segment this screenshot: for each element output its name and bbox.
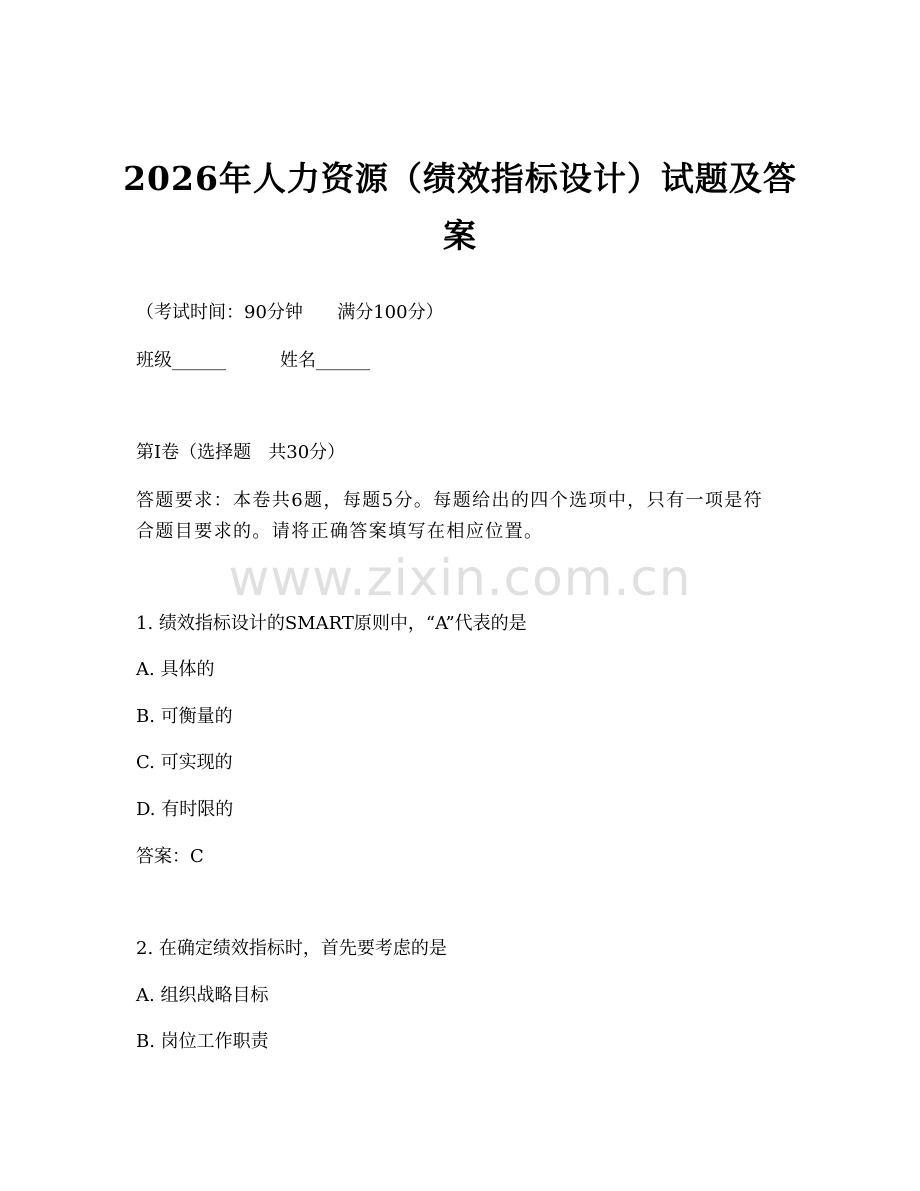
document-title: 2026年人力资源（绩效指标设计）试题及答案: [123, 159, 797, 255]
exam-info: （考试时间：90分钟 满分100分）: [136, 302, 444, 323]
question-1-answer: 答案：C: [136, 846, 204, 867]
question-1-option-b: B. 可衡量的: [136, 706, 233, 727]
question-2-stem: 2. 在确定绩效指标时，首先要考虑的是: [136, 938, 447, 959]
instructions: 答题要求：本卷共6题，每题5分。每题给出的四个选项中，只有一项是符合题目要求的。请将正确答案填写在相应位置。: [136, 490, 764, 542]
question-2-option-b: B. 岗位工作职责: [136, 1031, 269, 1052]
class-field: 班级______: [136, 350, 226, 371]
watermark: www.zixin.com.cn: [228, 549, 692, 607]
name-field: 姓名______: [280, 350, 370, 371]
question-1-option-d: D. 有时限的: [136, 799, 234, 820]
question-2-option-a: A. 组织战略目标: [136, 985, 269, 1006]
question-1-stem: 1. 绩效指标设计的SMART原则中，“A”代表的是: [136, 613, 527, 634]
question-1-option-a: A. 具体的: [136, 659, 215, 680]
section-heading: 第I卷（选择题 共30分）: [136, 442, 346, 463]
student-info-row: [136, 350, 370, 372]
question-1-option-c: C. 可实现的: [136, 752, 233, 773]
